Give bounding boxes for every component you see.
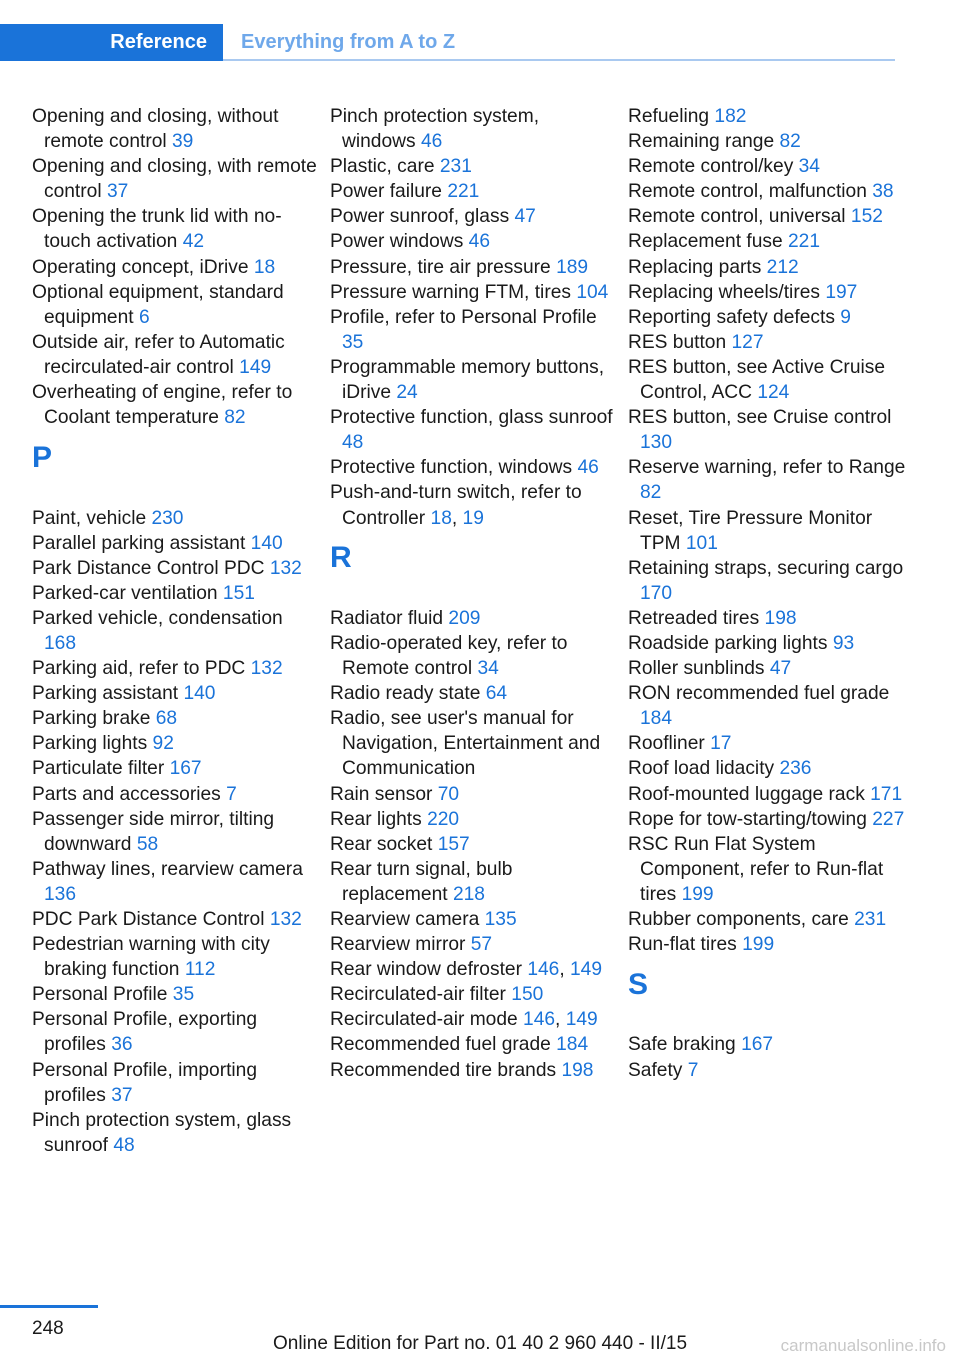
index-term: Pedestrian warning with city braking function [32,934,270,981]
index-entry [628,631,913,656]
index-entry [32,807,317,857]
index-entry [330,631,615,681]
page-link[interactable]: 151 [222,582,255,604]
index-entry [32,330,317,380]
page-link[interactable]: 42 [182,231,205,253]
index-term: Rope for tow-starting/towing [628,808,867,830]
index-term: Roadside parking lights [628,632,828,654]
page-link[interactable]: 132 [250,658,283,680]
page-link[interactable]: 34 [477,658,499,680]
index-term: Rear turn signal, bulb replacement [330,858,513,905]
page-link[interactable]: 132 [269,909,302,931]
section-letter: S [628,967,649,1001]
index-entry [628,656,913,681]
index-entry [628,1032,913,1057]
index-entry [628,782,913,807]
page-link[interactable]: 170 [640,582,673,604]
index-term: RSC Run Flat System Component, refer to Run-flat tires [628,833,884,905]
page-link[interactable]: 149 [239,356,272,378]
index-entry [628,255,913,280]
index-entry [32,1108,317,1158]
index-term: Overheating of engine, refer to Coolant temperature [32,382,293,429]
index-entry [628,129,913,154]
page-link[interactable]: 230 [151,507,184,529]
page-link[interactable]: 212 [766,256,799,278]
page-link[interactable]: 104 [576,281,609,303]
page-link[interactable]: 7 [687,1059,699,1081]
index-term: Recommended fuel grade [330,1034,551,1056]
page-link[interactable]: 157 [437,833,470,855]
tab-everything-a-to-z[interactable]: Everything from A to Z [241,31,456,53]
index-term: Power windows [330,231,464,253]
index-entry [32,782,317,807]
page-link[interactable]: 112 [184,959,216,981]
index-term: Particulate filter [32,758,165,780]
index-entry [628,154,913,179]
index-term: Pressure warning FTM, tires [330,281,571,303]
index-term: Roof load lidacity [628,758,775,780]
index-entry [32,606,317,656]
page-link[interactable]: 231 [439,156,472,178]
index-term: Programmable memory buttons, iDrive [330,356,605,404]
page-link[interactable]: 150 [511,984,544,1006]
index-term: Park Distance Control PDC [32,557,265,579]
index-entry [32,706,317,731]
edition-line: Online Edition for Part no. 01 40 2 960 440 - II/15 [272,1333,688,1354]
index-term: Outside air, refer to Automatic recirculated-air control [32,331,285,378]
index-entry [628,756,913,781]
index-term: RES button [628,331,727,353]
index-term: Opening the trunk lid with no-touch activation [32,206,282,253]
page-link[interactable]: 82 [779,131,801,153]
header-divider [223,59,895,61]
page-link[interactable]: 199 [742,934,775,956]
page-link[interactable]: 24 [396,382,418,404]
index-entry [628,731,913,756]
page-link[interactable]: 152 [850,206,883,228]
index-entry: Push-and-turn switch, refer to Controller 18, 19 [330,482,582,529]
index-term: Rear socket [330,833,433,855]
page-link[interactable]: 167 [169,758,202,780]
index-entry [628,506,913,556]
index-term: RES button, see Active Cruise Control, ACC [628,356,886,404]
page-link[interactable]: 46 [577,457,599,479]
page-link[interactable]: 149 [565,1009,598,1031]
index-term: RES button, see Cruise control [628,407,892,429]
index-entry [32,255,317,280]
index-term: Parking brake [32,708,151,730]
index-term: Rubber components, care [628,909,849,930]
page-link[interactable]: 68 [155,708,178,730]
page-link[interactable]: 47 [769,658,792,680]
index-entry [32,656,317,681]
index-term: Pressure, tire air pressure [330,256,551,278]
index-entry [32,932,317,982]
index-term: Parking lights [32,733,148,755]
index-term: Parking assistant [32,683,179,705]
index-term: Replacing wheels/tires [628,281,820,303]
page-link[interactable]: 46 [468,231,490,253]
page-number: 248 [32,1318,64,1339]
page-link[interactable]: 6 [138,306,150,328]
page-header [0,24,895,61]
index-entry [32,681,317,706]
page-link[interactable]: 127 [731,331,764,353]
index-entry [32,506,317,531]
index-term: Rear window defroster [330,959,522,981]
index-term: Radio, see user's manual for Navigation, Entertainment and Communication [330,708,601,780]
index-term: Roller sunblinds [628,658,765,680]
page-link[interactable]: 231 [854,909,887,930]
page-link[interactable]: 18 [253,256,276,278]
index-entry [628,932,913,957]
index-term: Pinch protection system, glass sunroof [32,1109,292,1156]
page-link[interactable]: 136 [44,883,77,905]
page-link[interactable]: 171 [870,783,903,805]
page-link[interactable]: 140 [183,683,216,705]
index-entry [628,832,913,907]
page-link[interactable]: 124 [757,382,790,404]
page-link[interactable]: 236 [779,758,812,780]
index-entry [330,1058,615,1083]
index-entry [330,807,615,832]
index-term: Run-flat tires [628,934,737,956]
page-link[interactable]: 101 [685,532,718,554]
index-entry [330,405,615,455]
index-term: Radio-operated key, refer to Remote control [330,632,568,680]
page-link[interactable]: 146 [527,959,560,981]
page-link[interactable]: 57 [470,934,493,956]
page-link[interactable]: 149 [570,959,603,981]
page-link[interactable]: 227 [872,808,905,830]
page-link[interactable]: 37 [106,181,129,203]
page-link[interactable]: 47 [514,206,536,228]
index-term: PDC Park Distance Control [32,909,265,931]
index-term: Remote control, malfunction [628,181,867,203]
index-term: Retreaded tires [628,607,760,629]
page-link[interactable]: 58 [136,833,159,855]
page-link[interactable]: 146 [523,1009,556,1031]
page-link[interactable]: 82 [224,407,246,429]
page-link[interactable]: 93 [832,632,855,654]
page-link[interactable]: 218 [452,883,485,905]
page-link[interactable]: 184 [556,1034,589,1056]
index-entry [32,1007,317,1057]
index-entry [32,204,317,254]
index-entry [32,280,317,330]
page-link[interactable]: 70 [437,783,460,805]
page-link[interactable]: 92 [152,733,174,755]
index-entry [32,857,317,907]
page-link[interactable]: 182 [714,106,747,127]
page-link[interactable]: 18 [430,507,452,529]
index-entry [628,455,913,505]
page-link[interactable]: 9 [840,306,851,328]
index-entry [628,405,913,455]
index-term: Remote control, universal [628,206,846,228]
index-term: Remaining range [628,131,775,153]
index-term: Power failure [330,181,442,203]
index-entry [330,305,615,355]
index-term: Parallel parking assistant [32,532,246,554]
index-term: Rain sensor [330,783,433,805]
index-term: Retaining straps, securing cargo [628,557,904,579]
index-entry [628,907,913,932]
page-link[interactable]: 48 [113,1134,135,1156]
index-term: Protective function, glass sunroof [330,407,613,429]
index-entry [330,154,615,179]
index-term: Pinch protection system, windows [330,106,540,153]
index-entry [628,229,913,254]
index-entry [330,104,615,154]
page-link[interactable]: 64 [485,683,508,705]
page-link[interactable]: 35 [172,984,195,1006]
index-entry [330,982,615,1007]
index-column-3 [628,104,913,1083]
index-entry [330,706,615,781]
index-term: Operating concept, iDrive [32,256,249,278]
index-term: Parts and accessories [32,783,221,805]
index-entry: Rear window defroster 146, 149 [330,959,603,981]
index-entry [330,832,615,857]
page-link[interactable]: 221 [447,181,480,203]
index-term: Parking aid, refer to PDC [32,658,246,680]
index-term: Power sunroof, glass [330,206,510,228]
index-entry [32,104,317,154]
index-term: Paint, vehicle [32,507,147,529]
index-term: Protective function, windows [330,457,573,479]
index-term: Recirculated-air filter [330,984,506,1006]
page-link[interactable]: 220 [427,808,460,830]
page-link[interactable]: 39 [171,131,194,153]
index-term: Reporting safety defects [628,306,835,328]
index-term: Roofliner [628,733,705,755]
index-term: Opening and closing, with remote control [32,156,317,203]
index-term: Rearview mirror [330,934,466,956]
index-entry [330,907,615,932]
index-entry [32,581,317,606]
page-link[interactable]: 130 [640,432,673,454]
index-term: Push-and-turn switch, refer to Controller [330,482,582,529]
index-entry [628,104,913,129]
index-term: Radio ready state [330,683,481,705]
index-term: Pathway lines, rearview camera [32,858,303,880]
index-term: RON recommended fuel grade [628,683,890,705]
index-entry [330,932,615,957]
page-link[interactable]: 46 [420,131,443,153]
index-entry [628,204,913,229]
page-link[interactable]: 140 [250,532,283,554]
page-link[interactable]: 209 [448,607,481,629]
page-link[interactable]: 132 [269,557,302,579]
index-column-2 [330,104,615,1083]
page-link[interactable]: 48 [342,432,364,454]
index-term: Radiator fluid [330,607,444,629]
page-link[interactable]: 36 [111,1034,133,1056]
index-term: Replacing parts [628,256,762,278]
page-link[interactable]: 7 [226,783,237,805]
index-term: Personal Profile, importing profiles [32,1059,258,1106]
page-link[interactable]: 135 [484,909,517,931]
index-term: Personal Profile [32,984,168,1006]
index-entry [32,756,317,781]
index-entry [330,179,615,204]
page-link[interactable]: 19 [462,507,484,529]
index-term: Recirculated-air mode [330,1009,518,1031]
index-entry [32,731,317,756]
section-letter: R [330,541,352,575]
index-entry [628,355,913,405]
page-link[interactable]: 38 [872,181,894,203]
page-link[interactable]: 199 [681,883,714,905]
index-term: Replacement fuse [628,231,783,253]
index-entry [330,255,615,280]
index-term: Safety [628,1059,683,1081]
index-entry [32,1058,317,1108]
index-entry [330,857,615,907]
page-link[interactable]: 198 [561,1059,594,1081]
index-entry [330,455,615,480]
index-term: Profile, refer to Personal Profile [330,306,597,328]
index-entry [628,556,913,606]
index-term: Rearview camera [330,909,480,931]
index-entry [330,229,615,254]
page-link[interactable]: 221 [788,231,821,253]
index-entry [330,782,615,807]
index-term: Recommended tire brands [330,1059,557,1081]
index-term: Parked vehicle, condensation [32,607,283,629]
index-entry [32,154,317,204]
page-link[interactable]: 167 [741,1034,774,1056]
page-link[interactable]: 37 [111,1084,133,1106]
index-term: Reset, Tire Pressure Monitor TPM [628,507,873,554]
watermark: carmanualsonline.info [780,1336,946,1355]
page-link[interactable]: 35 [342,331,364,353]
index-entry [628,1058,913,1083]
index-entry [628,807,913,832]
index-term: Remote control/key [628,156,794,178]
page-link[interactable]: 82 [640,482,662,504]
index-term: Parked-car ventilation [32,582,218,604]
page-link[interactable]: 34 [798,156,820,178]
tab-reference[interactable]: Reference [0,24,223,61]
footer-accent-bar [0,1305,98,1308]
index-entry [330,355,615,405]
index-term: Plastic, care [330,156,435,178]
index-term: Rear lights [330,808,422,830]
index-entry [628,305,913,330]
page-link[interactable]: 184 [640,708,673,730]
index-entry [32,982,317,1007]
index-term: Personal Profile, exporting profiles [32,1009,258,1056]
index-entry [32,556,317,581]
index-term: Reserve warning, refer to Range [628,457,906,479]
index-entry [628,681,913,731]
index-term: Optional equipment, standard equipment [32,281,284,328]
index-term: Refueling [628,106,710,127]
index-entry [330,280,615,305]
index-term: Opening and closing, without remote control [32,106,279,153]
index-entry [330,606,615,631]
index-entry [628,280,913,305]
index-entry [32,907,317,932]
index-entry [330,1032,615,1057]
index-entry [628,179,913,204]
index-entry [330,681,615,706]
index-entry [628,330,913,355]
page-link[interactable]: 189 [556,256,589,278]
index-entry [32,380,317,430]
index-term: Roof-mounted luggage rack [628,783,865,805]
index-column-1 [32,104,317,1158]
page-link[interactable]: 17 [710,733,732,755]
index-entry: Recirculated-air mode 146, 149 [330,1009,598,1031]
page-link[interactable]: 168 [44,632,77,654]
index-entry [628,606,913,631]
index-term: Safe braking [628,1034,736,1056]
index-term: Passenger side mirror, tilting downward [32,808,275,855]
page-link[interactable]: 197 [825,281,858,303]
index-entry [330,204,615,229]
section-letter: P [32,440,53,474]
index-entry [32,531,317,556]
page-link[interactable]: 198 [764,607,797,629]
